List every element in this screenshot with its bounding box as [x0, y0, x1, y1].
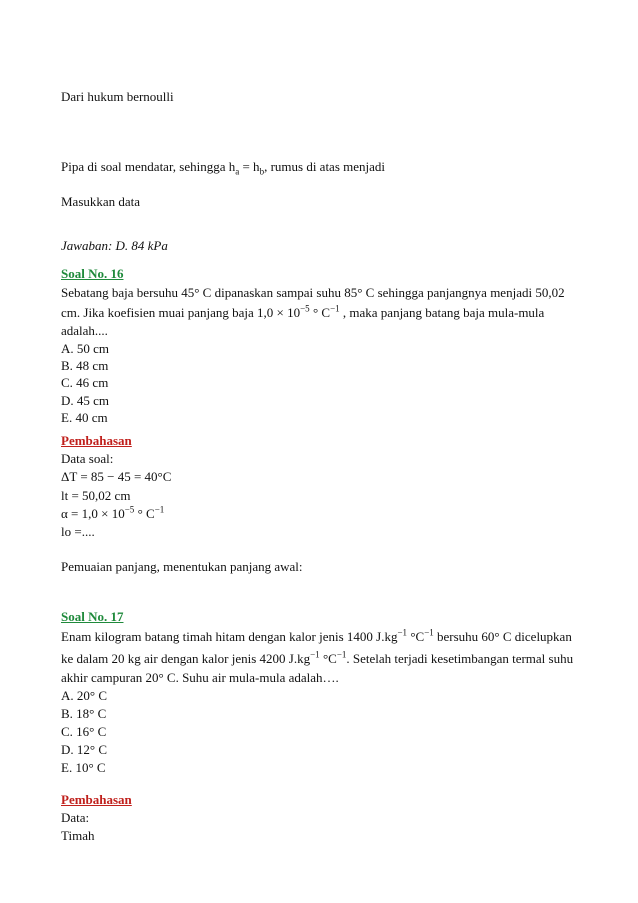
question-16-line-2	[61, 304, 544, 321]
exponent: −5	[124, 504, 135, 515]
question-17-heading: Soal No. 17	[61, 609, 124, 624]
pembahasan-16-pemuaian: Pemuaian panjang, menentukan panjang awal:	[61, 559, 303, 574]
exponent: −1	[336, 649, 347, 660]
exponent: −1	[154, 504, 165, 515]
intro-pipa	[61, 158, 385, 175]
alpha-text: α = 1,0 × 10	[61, 506, 125, 521]
option-d: D. 12° C	[61, 742, 108, 757]
pembahasan-17-timah: Timah	[61, 828, 95, 843]
question-17-line-1-end: bersuhu 60° C dicelupkan	[433, 629, 572, 644]
question-16-line-3: adalah....	[61, 323, 108, 338]
question-16-line-2-end: , maka panjang batang baja mula-mula	[339, 305, 545, 320]
option-c: C. 16° C	[61, 724, 107, 739]
intro-bernoulli: Dari hukum bernoulli	[61, 89, 174, 104]
exponent: −1	[424, 627, 434, 638]
pembahasan-16-heading: Pembahasan	[61, 433, 132, 448]
option-a: A. 50 cm	[61, 341, 110, 356]
question-16-line-2-text: cm. Jika koefisien muai panjang baja 1,0 × 10	[61, 305, 301, 320]
question-17-line-1	[61, 628, 572, 645]
option-b: B. 48 cm	[61, 358, 109, 373]
question-17-line-2	[61, 650, 573, 667]
exponent: −1	[310, 649, 320, 660]
question-16-heading: Soal No. 16	[61, 266, 124, 281]
option-e: E. 40 cm	[61, 410, 108, 425]
option-d: D. 45 cm	[61, 393, 110, 408]
intro-pipa-eq: = h	[239, 159, 260, 174]
question-17-line-3: akhir campuran 20° C. Suhu air mula-mula adalah….	[61, 670, 339, 685]
subscript-b: b	[259, 166, 265, 177]
unit: ° C	[309, 305, 331, 320]
question-17-line-2-text: ke dalam 20 kg air dengan kalor jenis 4200 J.kg	[61, 651, 311, 666]
question-17-line-1-text: Enam kilogram batang timah hitam dengan kalor jenis 1400 J.kg	[61, 629, 398, 644]
unit: ° C	[134, 506, 155, 521]
exponent: −1	[397, 627, 408, 638]
pembahasan-16-lt: lt = 50,02 cm	[61, 488, 131, 503]
option-e: E. 10° C	[61, 760, 106, 775]
answer-line: Jawaban: D. 84 kPa	[61, 238, 168, 253]
pembahasan-16-data-label: Data soal:	[61, 451, 114, 466]
intro-masukkan: Masukkan data	[61, 194, 141, 209]
question-16-line-1: Sebatang baja bersuhu 45° C dipanaskan sampai suhu 85° C sehingga panjangnya menjadi 50,02	[61, 285, 565, 300]
option-a: A. 20° C	[61, 688, 108, 703]
unit: °C	[319, 651, 337, 666]
exponent: −1	[330, 303, 340, 314]
exponent: −5	[300, 303, 310, 314]
pembahasan-16-alpha	[61, 505, 164, 522]
pembahasan-16-lo: lo =....	[61, 524, 95, 539]
pembahasan-16-delta-t: ΔT = 85 − 45 = 40°C	[61, 469, 172, 484]
option-c: C. 46 cm	[61, 375, 109, 390]
subscript-a: a	[235, 166, 240, 177]
intro-pipa-rumus: , rumus di atas menjadi	[264, 159, 386, 174]
option-b: B. 18° C	[61, 706, 107, 721]
intro-pipa-text: Pipa di soal mendatar, sehingga h	[61, 159, 236, 174]
pembahasan-17-data-label: Data:	[61, 810, 90, 825]
question-17-line-2-end: . Setelah terjadi kesetimbangan termal suhu	[346, 651, 574, 666]
pembahasan-17-heading: Pembahasan	[61, 792, 132, 807]
unit: °C	[407, 629, 425, 644]
